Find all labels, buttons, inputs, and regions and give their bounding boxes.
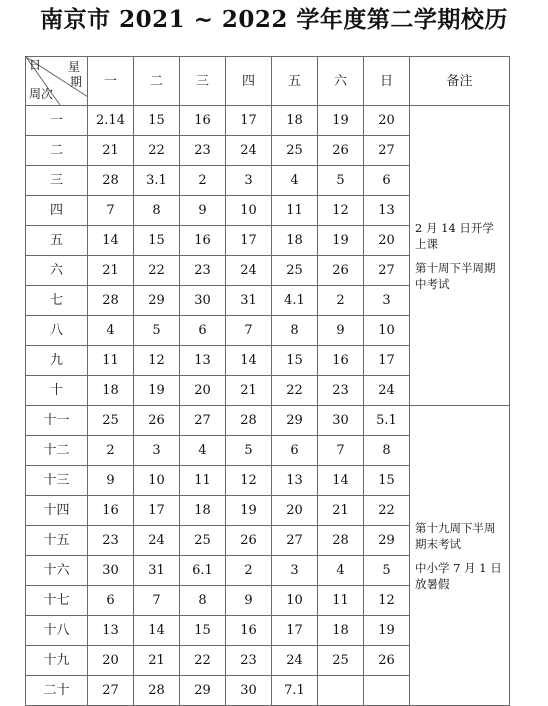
day-header: 三 — [180, 57, 226, 106]
date-cell: 5 — [318, 166, 364, 196]
date-cell: 2 — [180, 166, 226, 196]
date-cell: 9 — [88, 466, 134, 496]
date-cell: 24 — [134, 526, 180, 556]
week-number-cell: 十二 — [26, 436, 88, 466]
date-cell: 8 — [180, 586, 226, 616]
date-cell: 23 — [180, 136, 226, 166]
date-cell: 8 — [134, 196, 180, 226]
date-cell: 25 — [272, 136, 318, 166]
date-cell: 22 — [180, 646, 226, 676]
date-cell: 10 — [272, 586, 318, 616]
week-number-cell: 十三 — [26, 466, 88, 496]
date-cell: 5 — [134, 316, 180, 346]
date-cell: 2.14 — [88, 106, 134, 136]
date-cell: 18 — [272, 106, 318, 136]
date-cell: 7.1 — [272, 676, 318, 706]
date-cell: 23 — [88, 526, 134, 556]
week-number-cell: 十六 — [26, 556, 88, 586]
date-cell: 29 — [180, 676, 226, 706]
notes-header: 备注 — [410, 57, 510, 106]
date-cell: 17 — [226, 106, 272, 136]
date-cell: 26 — [226, 526, 272, 556]
date-cell: 4 — [180, 436, 226, 466]
date-cell: 15 — [272, 346, 318, 376]
notes-cell — [410, 406, 510, 706]
date-cell: 27 — [364, 136, 410, 166]
date-cell: 19 — [318, 226, 364, 256]
date-cell: 22 — [272, 376, 318, 406]
week-number-cell: 四 — [26, 196, 88, 226]
week-row — [26, 106, 510, 136]
date-cell: 22 — [134, 136, 180, 166]
day-header: 六 — [318, 57, 364, 106]
note-text: 2 月 14 日开学上课 — [415, 220, 494, 251]
date-cell: 20 — [272, 496, 318, 526]
date-cell: 26 — [134, 406, 180, 436]
date-cell: 23 — [180, 256, 226, 286]
date-cell: 7 — [88, 196, 134, 226]
date-cell: 30 — [226, 676, 272, 706]
date-cell: 29 — [272, 406, 318, 436]
date-cell: 15 — [134, 106, 180, 136]
date-cell: 5.1 — [364, 406, 410, 436]
date-cell: 5 — [226, 436, 272, 466]
date-cell: 18 — [272, 226, 318, 256]
date-cell: 25 — [180, 526, 226, 556]
date-cell: 6.1 — [180, 556, 226, 586]
date-cell: 18 — [180, 496, 226, 526]
date-cell: 11 — [272, 196, 318, 226]
date-cell: 7 — [226, 316, 272, 346]
date-cell: 11 — [180, 466, 226, 496]
date-cell: 20 — [180, 376, 226, 406]
date-cell: 3 — [226, 166, 272, 196]
date-cell: 13 — [88, 616, 134, 646]
date-cell: 29 — [134, 286, 180, 316]
note-text: 第十周下半周期中考试 — [415, 260, 496, 291]
date-cell: 2 — [318, 286, 364, 316]
date-cell: 26 — [318, 256, 364, 286]
date-cell: 16 — [88, 496, 134, 526]
week-number-cell: 七 — [26, 286, 88, 316]
date-cell: 28 — [226, 406, 272, 436]
date-cell: 17 — [364, 346, 410, 376]
date-cell: 26 — [364, 646, 410, 676]
date-cell: 4 — [272, 166, 318, 196]
date-cell: 7 — [134, 586, 180, 616]
date-cell: 30 — [88, 556, 134, 586]
date-cell: 21 — [88, 256, 134, 286]
page-title: 南京市 2021 ~ 2022 学年度第二学期校历 — [40, 6, 508, 33]
date-cell: 4.1 — [272, 286, 318, 316]
day-header: 日 — [364, 57, 410, 106]
date-cell: 16 — [318, 346, 364, 376]
date-cell: 14 — [226, 346, 272, 376]
date-cell: 20 — [364, 106, 410, 136]
date-cell: 12 — [226, 466, 272, 496]
date-cell: 6 — [272, 436, 318, 466]
date-cell: 15 — [134, 226, 180, 256]
date-cell: 5 — [364, 556, 410, 586]
corner-label-qi: 期 — [70, 75, 83, 89]
date-cell: 29 — [364, 526, 410, 556]
date-cell: 15 — [180, 616, 226, 646]
date-cell: 21 — [226, 376, 272, 406]
day-header: 四 — [226, 57, 272, 106]
corner-header-cell — [26, 57, 88, 106]
week-row — [26, 406, 510, 436]
date-cell: 27 — [364, 256, 410, 286]
week-number-cell: 十七 — [26, 586, 88, 616]
date-cell: 9 — [318, 316, 364, 346]
date-cell: 14 — [318, 466, 364, 496]
date-cell: 4 — [318, 556, 364, 586]
date-cell: 12 — [134, 346, 180, 376]
date-cell: 9 — [180, 196, 226, 226]
day-header: 二 — [134, 57, 180, 106]
date-cell: 8 — [364, 436, 410, 466]
week-number-cell: 十八 — [26, 616, 88, 646]
school-calendar-table — [25, 56, 510, 706]
week-number-cell: 九 — [26, 346, 88, 376]
date-cell: 3.1 — [134, 166, 180, 196]
week-number-cell: 三 — [26, 166, 88, 196]
note-text: 中小学 7 月 1 日放暑假 — [415, 560, 502, 591]
date-cell: 28 — [318, 526, 364, 556]
date-cell: 28 — [134, 676, 180, 706]
date-cell: 2 — [88, 436, 134, 466]
date-cell: 21 — [318, 496, 364, 526]
date-cell: 19 — [134, 376, 180, 406]
date-cell: 25 — [318, 646, 364, 676]
date-cell: 7 — [318, 436, 364, 466]
date-cell: 25 — [272, 256, 318, 286]
date-cell: 10 — [226, 196, 272, 226]
header-row — [26, 57, 510, 106]
date-cell: 19 — [318, 106, 364, 136]
date-cell: 8 — [272, 316, 318, 346]
date-cell: 13 — [272, 466, 318, 496]
date-cell: 14 — [88, 226, 134, 256]
date-cell: 10 — [134, 466, 180, 496]
week-number-cell: 二十 — [26, 676, 88, 706]
date-cell: 11 — [88, 346, 134, 376]
date-cell: 19 — [226, 496, 272, 526]
date-cell: 22 — [134, 256, 180, 286]
date-cell: 17 — [134, 496, 180, 526]
date-cell: 21 — [88, 136, 134, 166]
date-cell: 17 — [226, 226, 272, 256]
date-cell: 18 — [318, 616, 364, 646]
day-header: 五 — [272, 57, 318, 106]
week-number-cell: 十 — [26, 376, 88, 406]
date-cell: 27 — [272, 526, 318, 556]
date-cell: 16 — [180, 226, 226, 256]
date-cell: 2 — [226, 556, 272, 586]
week-number-cell: 五 — [26, 226, 88, 256]
date-cell: 17 — [272, 616, 318, 646]
week-number-cell: 六 — [26, 256, 88, 286]
date-cell: 27 — [180, 406, 226, 436]
week-number-cell: 十九 — [26, 646, 88, 676]
date-cell: 3 — [134, 436, 180, 466]
day-header: 一 — [88, 57, 134, 106]
date-cell: 6 — [180, 316, 226, 346]
week-number-cell: 十五 — [26, 526, 88, 556]
date-cell: 4 — [88, 316, 134, 346]
date-cell: 12 — [318, 196, 364, 226]
date-cell: 20 — [364, 226, 410, 256]
date-cell: 28 — [88, 166, 134, 196]
date-cell: 28 — [88, 286, 134, 316]
week-number-cell: 一 — [26, 106, 88, 136]
date-cell: 20 — [88, 646, 134, 676]
date-cell: 16 — [226, 616, 272, 646]
corner-label-xing: 星 — [68, 60, 81, 74]
date-cell: 3 — [364, 286, 410, 316]
date-cell: 23 — [318, 376, 364, 406]
date-cell: 31 — [134, 556, 180, 586]
date-cell: 21 — [134, 646, 180, 676]
date-cell: 23 — [226, 646, 272, 676]
date-cell: 25 — [88, 406, 134, 436]
date-cell: 9 — [226, 586, 272, 616]
week-number-cell: 十四 — [26, 496, 88, 526]
corner-label-ri: 日 — [29, 58, 42, 72]
calendar-body — [26, 106, 510, 706]
date-cell: 3 — [272, 556, 318, 586]
date-cell: 13 — [180, 346, 226, 376]
notes-cell — [410, 106, 510, 406]
date-cell: 26 — [318, 136, 364, 166]
date-cell: 27 — [88, 676, 134, 706]
date-cell: 10 — [364, 316, 410, 346]
date-cell: 6 — [88, 586, 134, 616]
date-cell: 24 — [226, 256, 272, 286]
date-cell: 24 — [226, 136, 272, 166]
corner-label-zhouci: 周次 — [29, 87, 54, 101]
date-cell: 15 — [364, 466, 410, 496]
date-cell: 6 — [364, 166, 410, 196]
week-number-cell: 八 — [26, 316, 88, 346]
date-cell: 31 — [226, 286, 272, 316]
date-cell: 14 — [134, 616, 180, 646]
date-cell: 22 — [364, 496, 410, 526]
week-number-cell: 十一 — [26, 406, 88, 436]
date-cell: 13 — [364, 196, 410, 226]
date-cell: 24 — [364, 376, 410, 406]
date-cell: 24 — [272, 646, 318, 676]
date-cell: 16 — [180, 106, 226, 136]
date-cell: 30 — [318, 406, 364, 436]
date-cell: 30 — [180, 286, 226, 316]
date-cell: 12 — [364, 586, 410, 616]
date-cell: 19 — [364, 616, 410, 646]
week-number-cell: 二 — [26, 136, 88, 166]
note-text: 第十九周下半周期末考试 — [415, 520, 496, 551]
date-cell: 11 — [318, 586, 364, 616]
date-cell: 18 — [88, 376, 134, 406]
